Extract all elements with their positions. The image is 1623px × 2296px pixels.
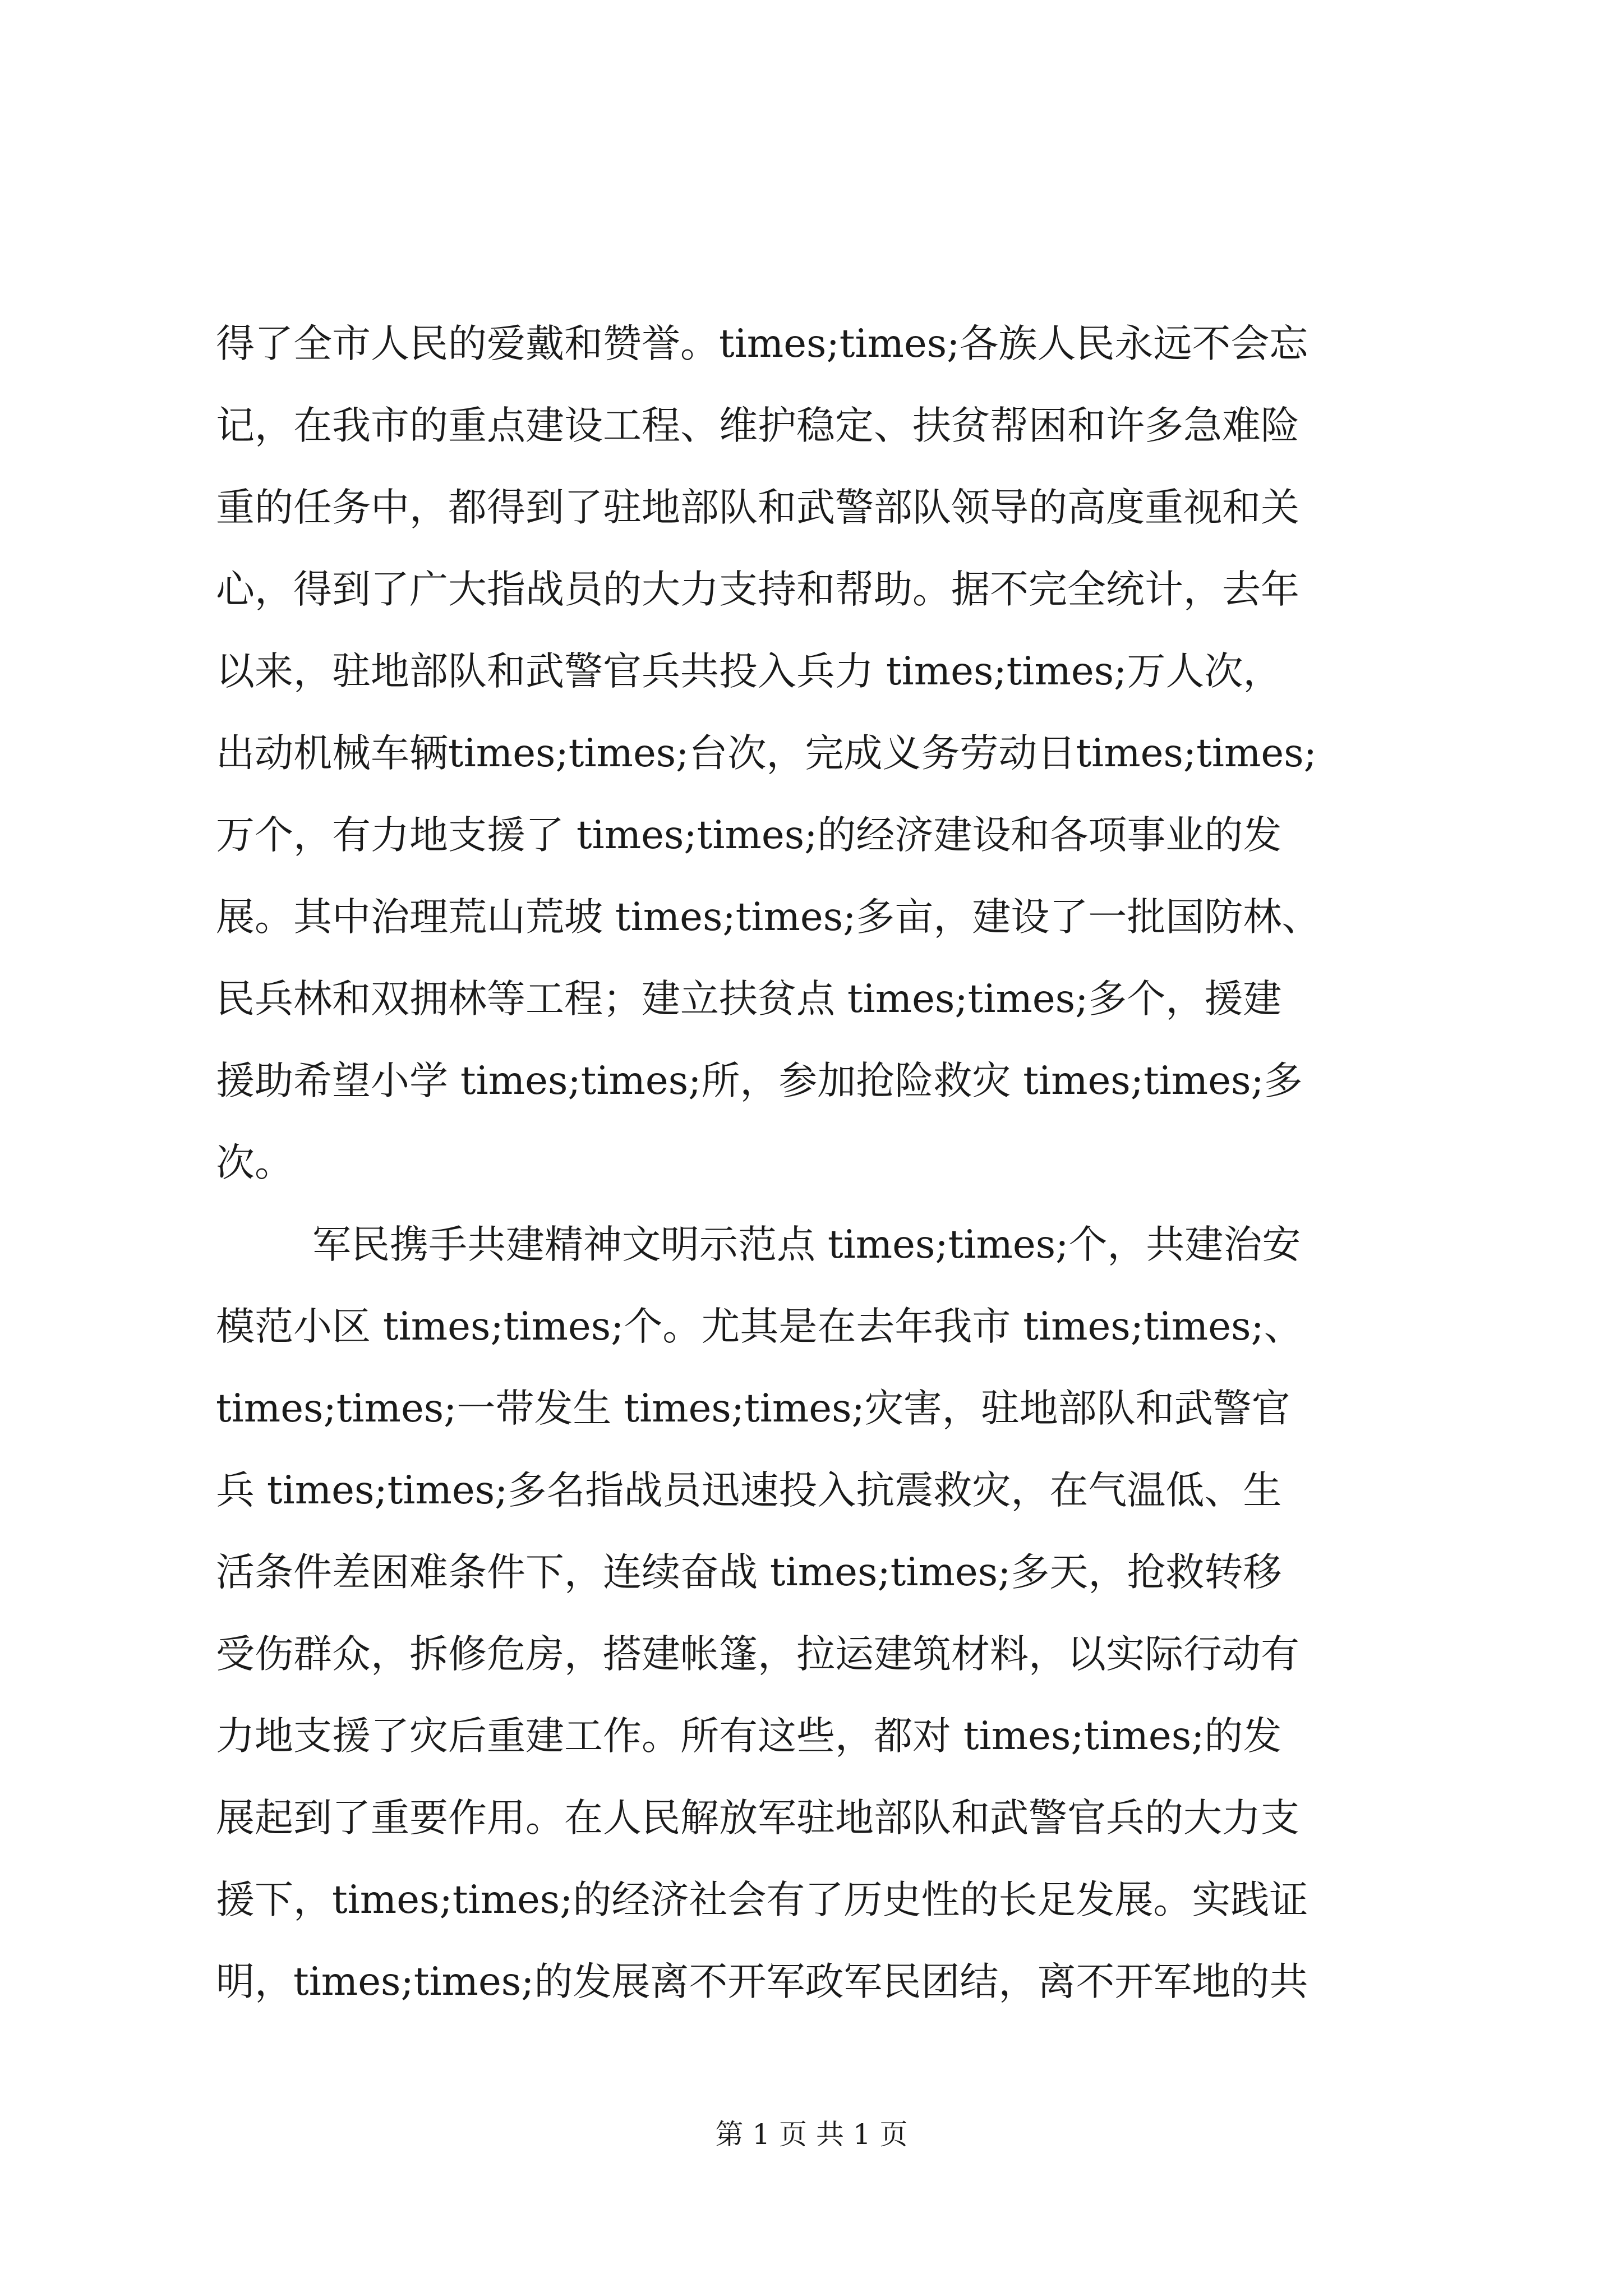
text-line: 受伤群众，拆修危房，搭建帐篷，拉运建筑材料，以实际行动有: [216, 1632, 1299, 1677]
page-number-footer: 第 1 页 共 1 页: [715, 2118, 908, 2151]
text-line: 援下，times;times;的经济社会有了历史性的长足发展。实践证: [216, 1878, 1308, 1922]
text-line: 力地支援了灾后重建工作。所有这些，都对 times;times;的发: [216, 1714, 1282, 1759]
text-line: 次。: [216, 1140, 293, 1185]
text-line: 得了全市人民的爱戴和赞誉。times;times;各族人民永远不会忘: [216, 321, 1308, 366]
text-line: 明，times;times;的发展离不开军政军民团结，离不开军地的共: [216, 1959, 1308, 2004]
text-line: 兵 times;times;多名指战员迅速投入抗震救灾，在气温低、生: [216, 1468, 1282, 1513]
text-line: 万个，有力地支援了 times;times;的经济建设和各项事业的发: [216, 813, 1282, 858]
text-line: 模范小区 times;times;个。尤其是在去年我市 times;times;、: [216, 1304, 1303, 1349]
text-line: 重的任务中，都得到了驻地部队和武警部队领导的高度重视和关: [216, 485, 1299, 530]
text-line: 援助希望小学 times;times;所，参加抢险救灾 times;times;多: [216, 1059, 1303, 1103]
text-line: 展。其中治理荒山荒坡 times;times;多亩，建设了一批国防林、: [216, 895, 1321, 940]
text-line: 展起到了重要作用。在人民解放军驻地部队和武警官兵的大力支: [216, 1796, 1299, 1841]
text-line: 民兵林和双拥林等工程；建立扶贫点 times;times;多个，援建: [216, 977, 1282, 1022]
text-line: 以来，驻地部队和武警官兵共投入兵力 times;times;万人次，: [216, 649, 1282, 694]
text-line: 活条件差困难条件下，连续奋战 times;times;多天，抢救转移: [216, 1550, 1282, 1595]
text-line: 记，在我市的重点建设工程、维护稳定、扶贫帮困和许多急难险: [216, 403, 1299, 448]
body-text: [216, 303, 1422, 2023]
paragraph-first-line: 军民携手共建精神文明示范点 times;times;个，共建治安: [312, 1222, 1301, 1267]
text-line: times;times;一带发生 times;times;灾害，驻地部队和武警官: [216, 1386, 1290, 1431]
text-line: 出动机械车辆times;times;台次，完成义务劳动日times;times;: [216, 731, 1317, 776]
text-line: 心，得到了广大指战员的大力支持和帮助。据不完全统计，去年: [216, 567, 1299, 612]
